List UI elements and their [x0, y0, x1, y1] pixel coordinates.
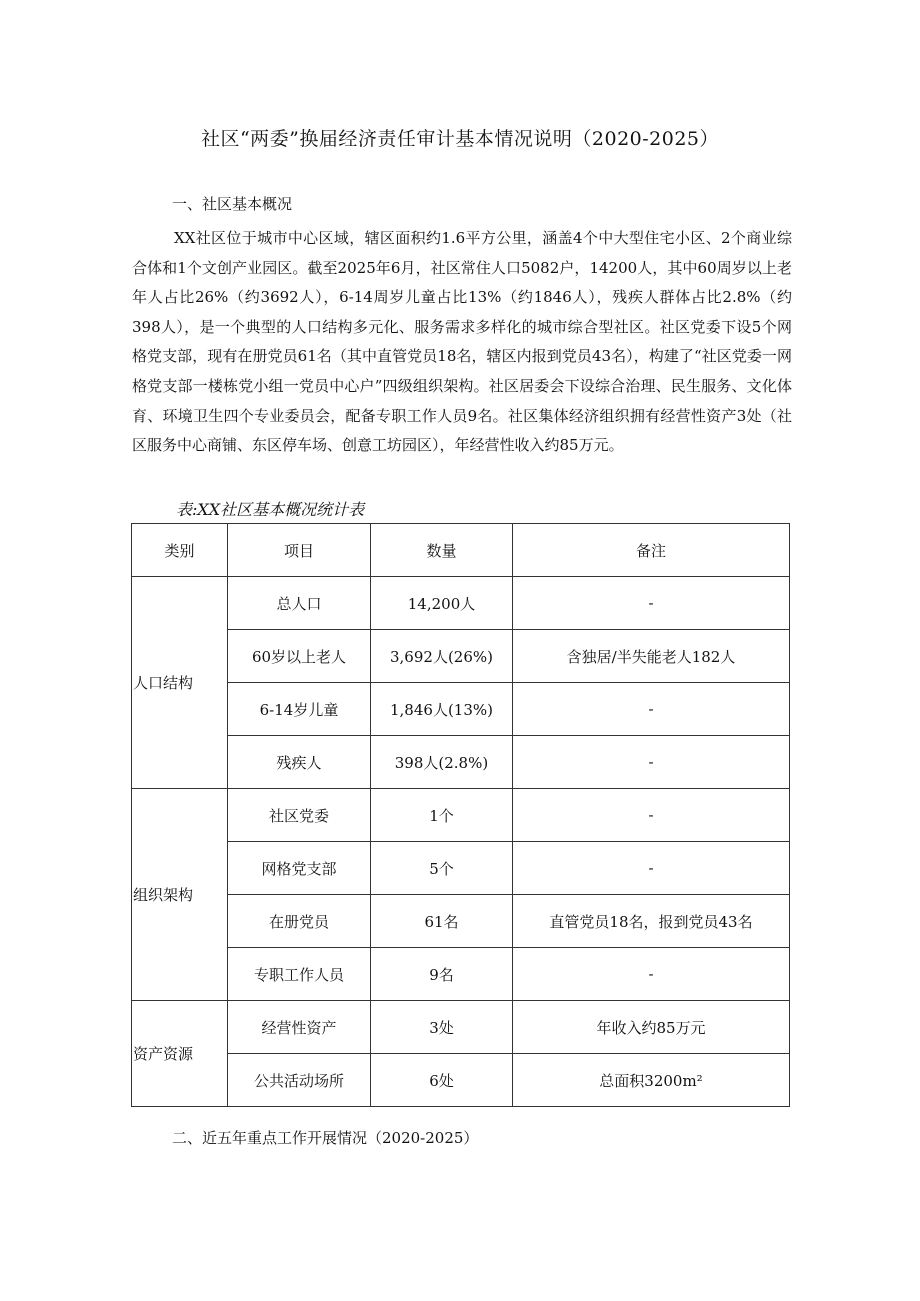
category-cell: 人口结构 — [132, 577, 228, 789]
item-cell: 60岁以上老人 — [228, 630, 371, 683]
value-cell: 9名 — [371, 948, 513, 1001]
table-row — [132, 683, 790, 736]
table-row — [132, 1001, 790, 1054]
category-cell: 组织架构 — [132, 789, 228, 1001]
item-cell: 经营性资产 — [228, 1001, 371, 1054]
summary-table — [131, 523, 790, 1107]
item-cell: 6-14岁儿童 — [228, 683, 371, 736]
table-row — [132, 736, 790, 789]
item-cell: 公共活动场所 — [228, 1054, 371, 1107]
item-cell: 专职工作人员 — [228, 948, 371, 1001]
intro-paragraph: XX社区位于城市中心区域，辖区面积约1.6平方公里，涵盖4个中大型住宅小区、2个商业综合体和1个文创产业园区。截至2025年6月，社区常住人口5082户，14200人，其中60周岁以上老年人占比26%（约3692人），6-14周岁儿童占比13%（约1846人），残疾人群体占比2.8%（约398人），是一个典型的人口结构多元化、服务需求多样化的城市综合型社区。社区党委下设5个网格党支部，现有在册党员61名（其中直管党员18名，辖区内报到党员43名），构建了“社区党委一网格党支部一楼栋党小组一党员中心户”四级组织架构。社区居委会下设综合治理、民生服务、文化体育、环境卫生四个专业委员会，配备专职工作人员9名。社区集体经济组织拥有经营性资产3处（社区服务中心商铺、东区停车场、创意工坊园区），年经营性收入约85万元。 — [132, 229, 792, 455]
item-cell: 残疾人 — [228, 736, 371, 789]
note-cell: 年收入约85万元 — [513, 1001, 790, 1054]
note-cell: - — [513, 789, 790, 842]
value-cell: 398人(2.8%) — [371, 736, 513, 789]
item-cell: 在册党员 — [228, 895, 371, 948]
value-cell: 3处 — [371, 1001, 513, 1054]
table-row — [132, 630, 790, 683]
item-cell: 总人口 — [228, 577, 371, 630]
note-cell: - — [513, 948, 790, 1001]
table-row — [132, 895, 790, 948]
note-cell: - — [513, 842, 790, 895]
note-cell: 含独居/半失能老人182人 — [513, 630, 790, 683]
header-cell: 类别 — [132, 524, 228, 577]
table-row — [132, 948, 790, 1001]
note-cell: 直管党员18名，报到党员43名 — [513, 895, 790, 948]
item-cell: 网格党支部 — [228, 842, 371, 895]
section-heading-2: 二、近五年重点工作开展情况（2020-2025） — [172, 1129, 479, 1147]
note-cell: - — [513, 577, 790, 630]
table-row — [132, 789, 790, 842]
note-cell: - — [513, 736, 790, 789]
note-cell: - — [513, 683, 790, 736]
value-cell: 5个 — [371, 842, 513, 895]
header-cell: 项目 — [228, 524, 371, 577]
value-cell: 3,692人(26%) — [371, 630, 513, 683]
table-header-row — [132, 524, 790, 577]
category-cell: 资产资源 — [132, 1001, 228, 1107]
value-cell: 14,200人 — [371, 577, 513, 630]
value-cell: 1个 — [371, 789, 513, 842]
table-caption: 表:XX社区基本概况统计表 — [176, 500, 365, 519]
header-cell: 备注 — [513, 524, 790, 577]
page-title: 社区“两委”换届经济责任审计基本情况说明（2020-2025） — [200, 128, 720, 150]
table-row — [132, 842, 790, 895]
value-cell: 6处 — [371, 1054, 513, 1107]
table-row — [132, 577, 790, 630]
value-cell: 61名 — [371, 895, 513, 948]
value-cell: 1,846人(13%) — [371, 683, 513, 736]
note-cell: 总面积3200m² — [513, 1054, 790, 1107]
table-row — [132, 1054, 790, 1107]
section-heading-1: 一、社区基本概况 — [172, 195, 293, 213]
header-cell: 数量 — [371, 524, 513, 577]
item-cell: 社区党委 — [228, 789, 371, 842]
